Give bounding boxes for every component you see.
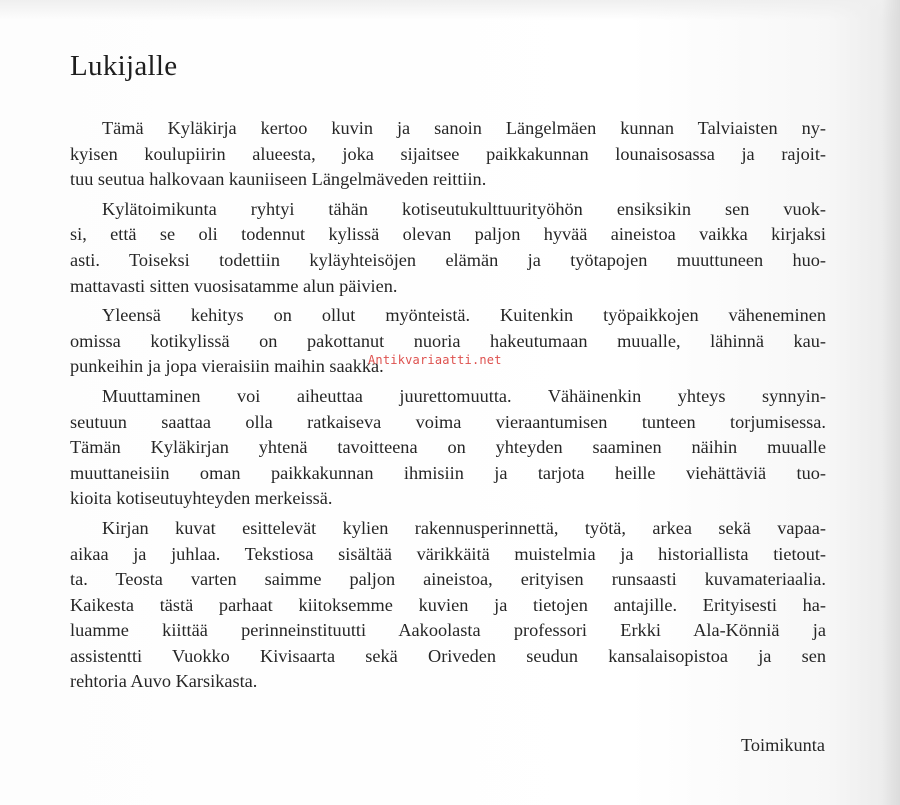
watermark-text: Antikvariaatti.net	[368, 353, 502, 367]
text-line: Kirjan kuvat esittelevät kylien rakennusperinnettä, työtä, arkea sekä vapaa-	[102, 517, 826, 538]
page-right-shadow	[882, 0, 900, 805]
text-line: Tämän Kyläkirjan yhtenä tavoitteena on yhteyden saaminen näihin muualle	[70, 437, 826, 458]
text-line: aikaa ja juhlaa. Tekstiosa sisältää värikkäitä muistelmia ja historiallista tietout-	[70, 543, 826, 564]
text-line: assistentti Vuokko Kivisaarta sekä Oriveden seudun kansalaisopistoa ja sen	[70, 645, 826, 666]
text-line: asti. Toiseksi todettiin kyläyhteisöjen elämän ja työtapojen muuttuneen huo-	[70, 249, 826, 270]
text-line: ta. Teosta varten saimme paljon aineistoa, erityisen runsaasti kuvamateriaalia.	[70, 569, 826, 590]
text-line: mattavasti sitten vuosisatamme alun päivien.	[70, 275, 398, 296]
text-line: muuttaneisiin oman paikkakunnan ihmisiin ja tarjota heille viehättäviä tuo-	[70, 462, 826, 483]
text-line: Kaikesta tästä parhaat kiitoksemme kuvien ja tietojen antajille. Erityisesti ha-	[70, 594, 826, 615]
text-line: si, että se oli todennut kylissä olevan paljon hyvää aineistoa vaikka kirjaksi	[70, 224, 826, 245]
text-line: kioita kotiseutuyhteyden merkeissä.	[70, 488, 333, 509]
text-line: punkeihin ja jopa vieraisiin maihin saakka.	[70, 356, 384, 377]
paragraph	[70, 303, 826, 380]
text-line: kyisen koulupiirin alueesta, joka sijaitsee paikkakunnan lounaisosassa ja rajoit-	[70, 143, 826, 164]
text-line: rehtoria Auvo Karsikasta.	[70, 671, 258, 692]
paragraph	[70, 384, 826, 512]
page-heading: Lukijalle	[70, 50, 178, 82]
text-line: Kylätoimikunta ryhtyi tähän kotiseutukulttuurityöhön ensiksikin sen vuok-	[102, 198, 826, 219]
signature: Toimikunta	[740, 735, 825, 755]
text-line: tuu seutua halkovaan kauniiseen Längelmäveden reittiin.	[70, 169, 487, 190]
paragraph	[70, 116, 826, 193]
text-line: seutuun saattaa olla ratkaiseva voima vieraantumisen tunteen torjumisessa.	[70, 411, 826, 432]
text-line: Yleensä kehitys on ollut myönteistä. Kuitenkin työpaikkojen väheneminen	[102, 305, 826, 326]
text-line: Muuttaminen voi aiheuttaa juurettomuutta. Vähäinenkin yhteys synnyin-	[102, 385, 826, 406]
paragraph	[70, 516, 826, 695]
foreword-body	[70, 116, 826, 699]
page-top-shadow	[0, 0, 900, 20]
text-line: luamme kiittää perinneinstituutti Aakoolasta professori Erkki Ala-Könniä ja	[70, 620, 826, 641]
paragraph	[70, 197, 826, 299]
text-line: omissa kotikylissä on pakottanut nuoria hakeutumaan muualle, lähinnä kau-	[70, 330, 826, 351]
text-line: Tämä Kyläkirja kertoo kuvin ja sanoin Längelmäen kunnan Talviaisten ny-	[102, 118, 826, 138]
